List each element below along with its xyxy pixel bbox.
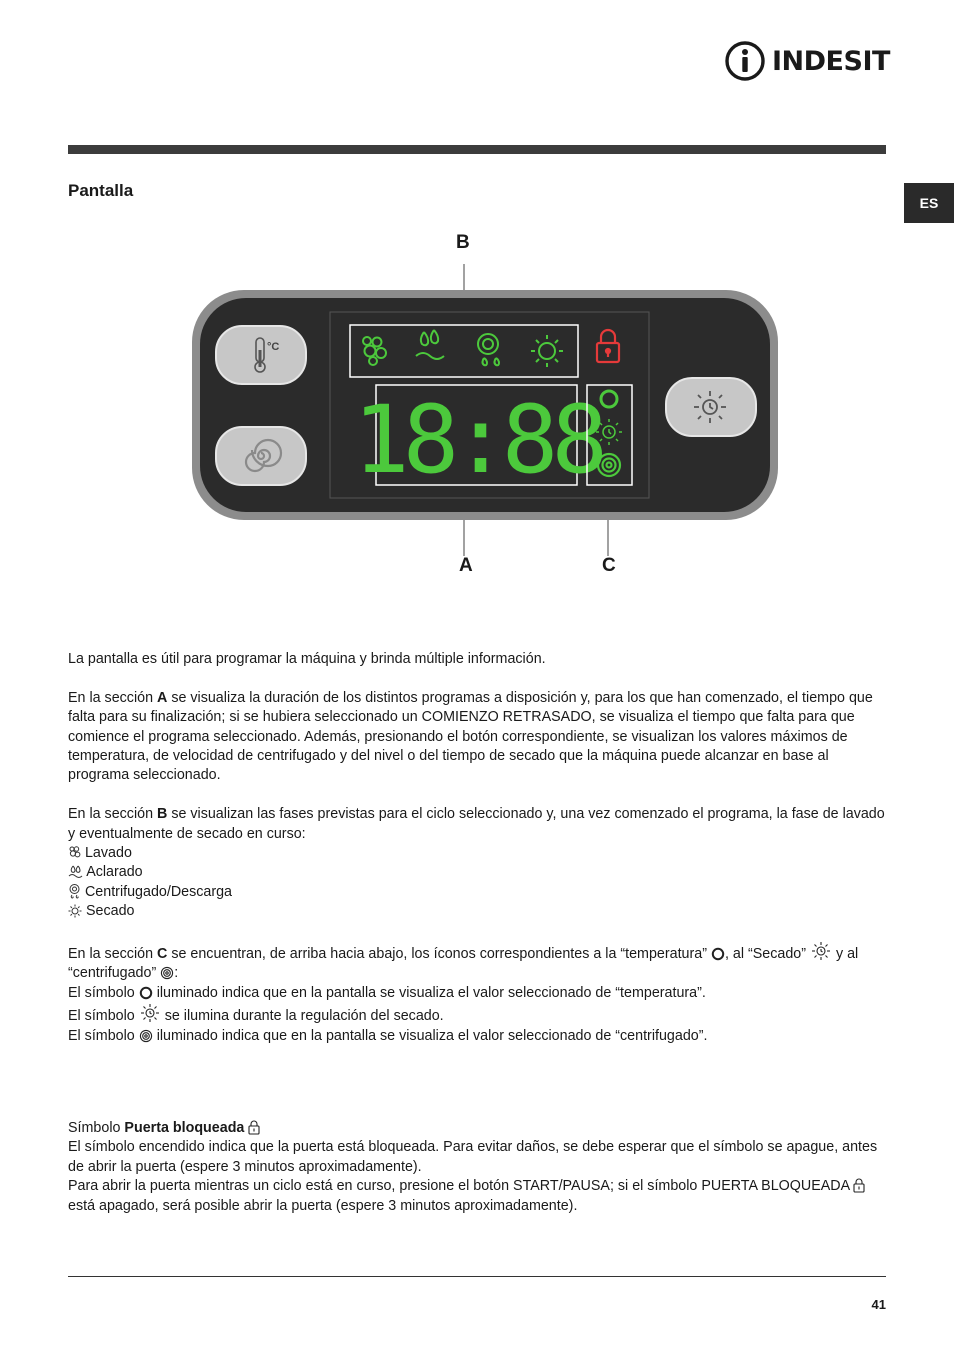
page-number: 41 — [871, 1297, 886, 1312]
spin-icon — [139, 1029, 153, 1043]
rinse-icon — [68, 865, 83, 879]
spin-button — [216, 427, 306, 485]
phase-list-item: Aclarado — [68, 863, 890, 882]
phase-list-item: Secado — [68, 902, 890, 921]
padlock-icon — [853, 1178, 865, 1193]
spin-icon — [160, 966, 174, 980]
section-title: Pantalla — [68, 181, 134, 200]
time-display: 18:88 — [353, 386, 601, 495]
callout-b: B — [456, 232, 470, 253]
temp-unit-label: °C — [267, 341, 280, 353]
display-panel-diagram — [190, 228, 780, 588]
drying-sun-icon — [694, 391, 726, 423]
footer-rule — [68, 1276, 886, 1277]
temperature-button — [216, 326, 306, 384]
section-c-paragraph: En la sección C se encuentran, de arriba hacia abajo, los íconos correspondientes a la “temperatura” , al “Secado” y al “centrifugado” : — [68, 941, 890, 984]
padlock-icon — [248, 1120, 260, 1135]
door-lock-paragraph-1: El símbolo encendido indica que la puerta está bloqueada. Para evitar daños, se debe esperar que el símbolo se apague, antes de abrir la puerta (espere 3 minutos aproximadamente). — [68, 1139, 878, 1175]
drying-icon — [139, 1003, 161, 1023]
body-text — [68, 650, 890, 1046]
spin-symbol-note: El símbolo iluminado indica que en la pantalla se visualiza el valor seleccionado de “centrifugado”. — [68, 1027, 708, 1044]
drying-button — [666, 378, 756, 436]
dry-icon — [68, 904, 82, 918]
spin-drain-icon — [68, 884, 81, 899]
intro-paragraph: La pantalla es útil para programar la máquina y brinda múltiple información. — [68, 651, 546, 667]
brand-name: INDESIT — [772, 45, 890, 77]
drying-symbol-note: El símbolo se ilumina durante la regulación del secado. — [68, 1003, 890, 1026]
brand-logo — [724, 40, 890, 82]
language-tab: ES — [904, 183, 954, 223]
wash-icon — [68, 845, 81, 860]
phase-list-item: Lavado — [68, 844, 890, 863]
brand-emblem-icon — [724, 40, 766, 82]
door-lock-paragraph-2: Para abrir la puerta mientras un ciclo está en curso, presione el botón START/PAUSA; si el símbolo PUERTA BLOQUEADA está apagado, será posible abrir la puerta (espere 3 minutos aproximadamente). — [68, 1177, 890, 1216]
callout-c: C — [602, 555, 616, 576]
temperature-symbol-note: El símbolo iluminado indica que en la pantalla se visualiza el valor seleccionado de “temperatura”. — [68, 984, 706, 1001]
temperature-icon — [711, 947, 725, 961]
phase-list-item: Centrifugado/Descarga — [68, 883, 890, 902]
section-a-paragraph: En la sección A se visualiza la duración de los distintos programas a disposición y, para los que han comenzado, el tiempo que falta para su finalización; si se hubiera seleccionado un COMIENZO RETRASADO, se visualiza el tiempo que falta para que comience el programa seleccionado. Además, presionando el botón correspondiente, se visualizan los valores máximos de temperatura, de velocidad de centrifugado y del nivel o del tiempo de secado que la máquina puede alcanzar en base al programa seleccionado. — [68, 689, 873, 784]
callout-a: A — [459, 555, 473, 576]
section-b-paragraph: En la sección B se visualizan las fases previstas para el ciclo seleccionado y, una vez comenzado el programa, la fase de lavado y eventualmente de secado en curso: — [68, 806, 885, 842]
door-lock-heading: Símbolo Puerta bloqueada — [68, 1119, 890, 1138]
header-rule — [68, 145, 886, 154]
temperature-icon — [139, 986, 153, 1000]
door-lock-section — [68, 1119, 890, 1216]
drying-icon — [810, 941, 832, 961]
